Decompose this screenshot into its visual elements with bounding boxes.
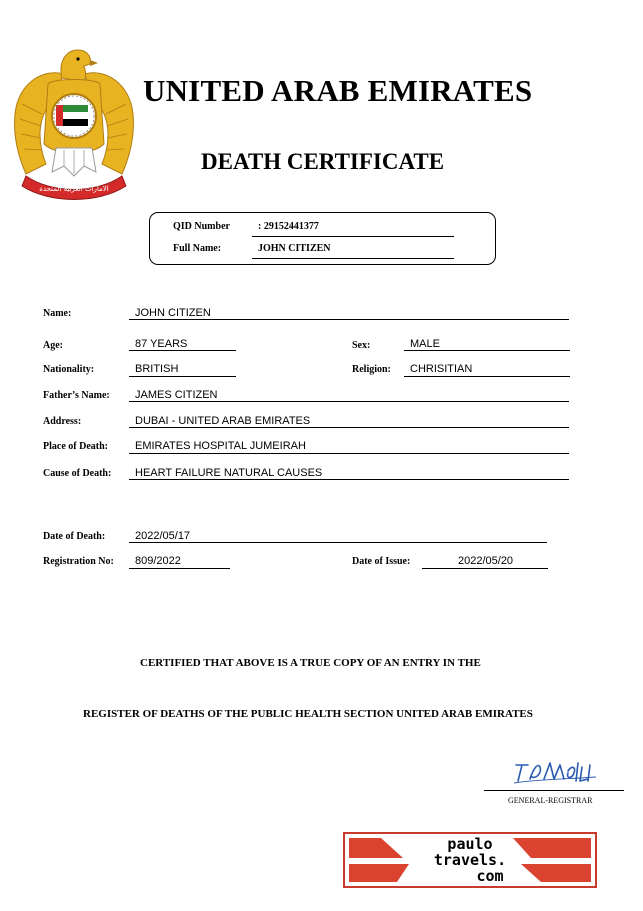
address-label: Address: xyxy=(43,416,82,427)
date-of-death-value: 2022/05/17 xyxy=(135,530,191,542)
age-value: 87 YEARS xyxy=(135,338,188,350)
date-of-death-label: Date of Death: xyxy=(43,531,106,542)
registrar-signature-icon xyxy=(510,757,598,787)
registration-no-underline xyxy=(129,568,230,569)
father-name-value: JAMES CITIZEN xyxy=(135,389,218,401)
place-of-death-value: EMIRATES HOSPITAL JUMEIRAH xyxy=(135,440,306,452)
religion-label: Religion: xyxy=(352,364,391,375)
emblem-flag xyxy=(56,105,88,126)
date-of-issue-underline xyxy=(422,568,548,569)
sex-value: MALE xyxy=(410,338,440,350)
date-of-death-underline xyxy=(129,542,547,543)
religion-value: CHRISITIAN xyxy=(410,363,473,375)
cause-of-death-label: Cause of Death: xyxy=(43,468,112,479)
document-title: DEATH CERTIFICATE xyxy=(201,149,445,174)
fullname-value: JOHN CITIZEN xyxy=(258,243,331,254)
place-of-death-label: Place of Death: xyxy=(43,441,108,452)
country-title: UNITED ARAB EMIRATES xyxy=(143,73,533,108)
date-of-issue-value: 2022/05/20 xyxy=(458,555,514,567)
sex-label: Sex: xyxy=(352,340,371,351)
registrar-signature-line xyxy=(484,790,624,791)
nationality-value: BRITISH xyxy=(135,363,179,375)
qid-underline xyxy=(252,236,454,237)
name-value: JOHN CITIZEN xyxy=(135,307,211,319)
watermark-line-1: paulo xyxy=(447,835,493,853)
fullname-underline xyxy=(252,258,454,259)
watermark-text xyxy=(345,836,595,884)
nationality-label: Nationality: xyxy=(43,364,95,375)
registrar-label: GENERAL-REGISTRAR xyxy=(508,796,593,805)
father-name-underline xyxy=(129,401,569,402)
age-label: Age: xyxy=(43,340,63,351)
nationality-underline xyxy=(129,376,236,377)
qid-value: : 29152441377 xyxy=(258,221,319,232)
name-label: Name: xyxy=(43,308,72,319)
watermark-line-3: com xyxy=(476,867,504,885)
name-underline xyxy=(129,319,569,320)
certification-line-1: CERTIFIED THAT ABOVE IS A TRUE COPY OF AN ENTRY IN THE xyxy=(140,657,481,669)
date-of-issue-label: Date of Issue: xyxy=(352,556,411,567)
address-value: DUBAI - UNITED ARAB EMIRATES xyxy=(135,415,311,427)
cause-of-death-underline xyxy=(129,479,569,480)
uae-emblem-icon xyxy=(12,44,136,200)
certification-line-2: REGISTER OF DEATHS OF THE PUBLIC HEALTH SECTION UNITED ARAB EMIRATES xyxy=(83,708,533,720)
fullname-label: Full Name: xyxy=(173,243,222,254)
age-underline xyxy=(129,350,236,351)
religion-underline xyxy=(404,376,570,377)
registration-no-value: 809/2022 xyxy=(135,555,181,567)
watermark-logo xyxy=(343,832,597,888)
watermark-line-2: travels. xyxy=(433,851,507,869)
father-name-label: Father’s Name: xyxy=(43,390,110,401)
cause-of-death-value: HEART FAILURE NATURAL CAUSES xyxy=(135,467,323,479)
place-of-death-underline xyxy=(129,453,569,454)
qid-label: QID Number xyxy=(173,221,230,232)
sex-underline xyxy=(404,350,570,351)
registration-no-label: Registration No: xyxy=(43,556,114,567)
emblem-banner-script: الامارات العربية المتحدة xyxy=(39,185,109,193)
address-underline xyxy=(129,427,569,428)
